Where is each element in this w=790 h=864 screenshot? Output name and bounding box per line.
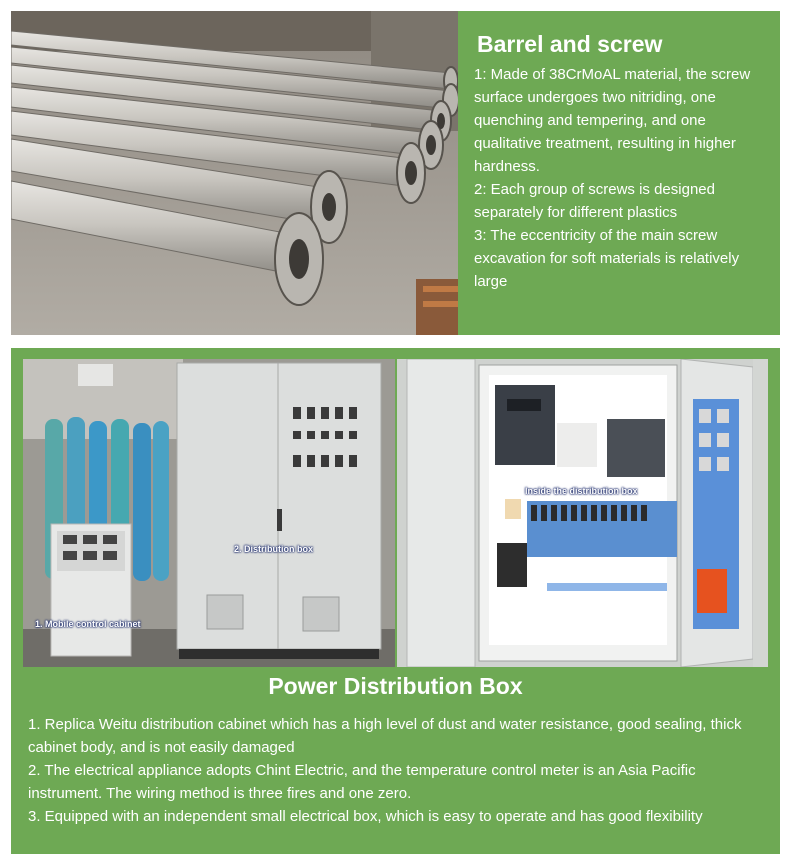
section-title-power-distribution: Power Distribution Box bbox=[268, 673, 523, 699]
screw-barrels-photo bbox=[11, 11, 458, 335]
power-description bbox=[28, 713, 768, 828]
power-distribution-panel bbox=[11, 348, 780, 854]
barrel-screw-panel bbox=[11, 11, 780, 335]
power-point-3: 3. Equipped with an independent small electrical box, which is easy to operate and has good flexibility bbox=[28, 808, 703, 825]
label-inside-distribution-box: Inside the distribution box bbox=[525, 486, 638, 496]
cabinets-photo bbox=[23, 359, 395, 667]
power-point-1: 1. Replica Weitu distribution cabinet which has a high level of dust and water resistance, good sealing, thick cabinet body, and is not easily damaged bbox=[28, 716, 742, 756]
label-mobile-control-cabinet: 1. Mobile control cabinet bbox=[35, 619, 141, 629]
barrel-point-1: 1: Made of 38CrMoAL material, the screw surface undergoes two nitriding, one quenching and tempering, and one qualitative treatment, resulting in higher hardness. bbox=[474, 66, 751, 175]
section-title-barrel: Barrel and screw bbox=[477, 31, 663, 57]
barrel-point-3: 3: The eccentricity of the main screw excavation for soft materials is relatively large bbox=[474, 227, 740, 290]
barrel-point-2: 2: Each group of screws is designed separately for different plastics bbox=[474, 181, 715, 221]
cabinet-interior-photo bbox=[397, 359, 768, 667]
power-point-2: 2. The electrical appliance adopts Chint Electric, and the temperature control meter is an Asia Pacific instrument. The wiring method is three fires and one zero. bbox=[28, 762, 696, 802]
barrel-description bbox=[474, 63, 766, 293]
label-distribution-box: 2. Distribution box bbox=[234, 544, 314, 554]
